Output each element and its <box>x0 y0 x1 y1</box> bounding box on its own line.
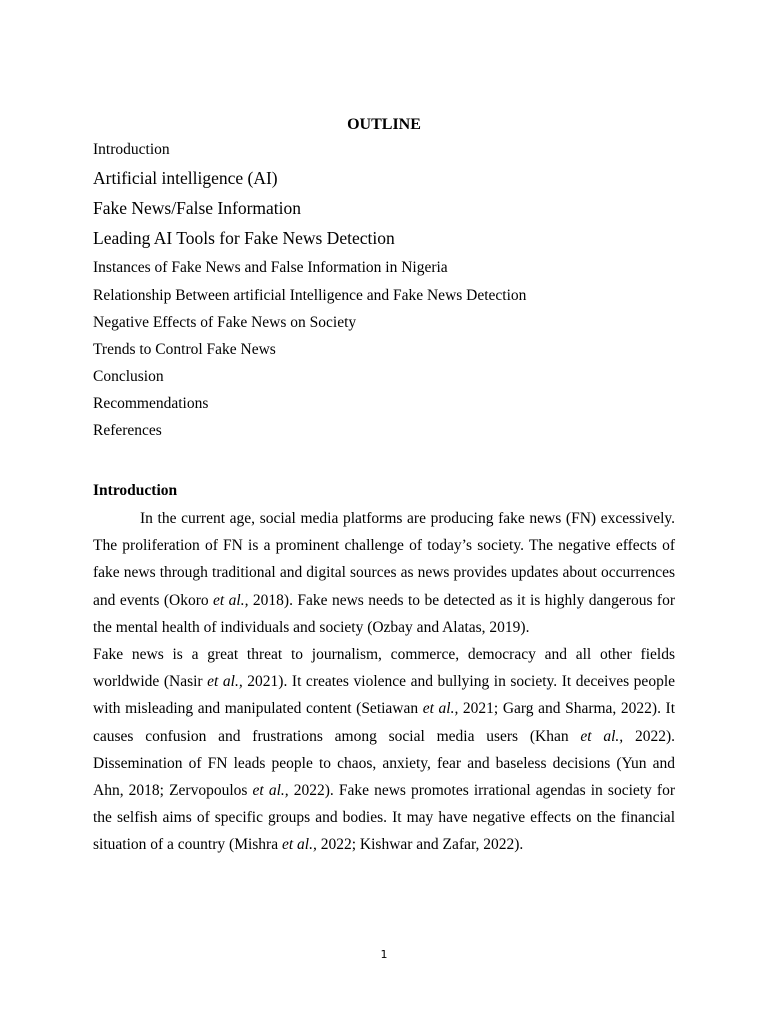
paragraph-text: Fake news is a great threat to journalism, commerce, democracy and all other fields worldwide (Nasir <box>93 646 675 691</box>
outline-item: Artificial intelligence (AI) <box>93 168 278 188</box>
outline-item: Relationship Between artificial Intelligence and Fake News Detection <box>93 287 527 304</box>
page-number: 1 <box>380 948 388 961</box>
citation-etal: et al., <box>281 836 317 854</box>
citation-etal: et al., <box>213 591 249 609</box>
outline-item: Recommendations <box>93 395 209 412</box>
outline-item: Conclusion <box>93 368 164 385</box>
introduction-body <box>93 505 675 859</box>
outline-item: Trends to Control Fake News <box>93 341 276 358</box>
paragraph-text: 2022; Kishwar and Zafar, 2022). <box>316 836 524 854</box>
paragraph-text: In the current age, social media platforms are producing fake news (FN) excessively. The proliferation of FN is a prominent challenge of today’s society. The negative effects of fake news through traditional and digital sources as news provides updates about occurrences and events (Okoro <box>93 510 675 609</box>
outline-item: Negative Effects of Fake News on Society <box>93 314 357 331</box>
citation-etal: et al., <box>252 782 289 800</box>
paragraph-text: 2021; Garg and Sharma, 2022). It causes confusion and frustrations among social media users (Khan <box>93 700 676 745</box>
outline-item: Instances of Fake News and False Information in Nigeria <box>93 259 448 276</box>
outline-title: OUTLINE <box>347 116 421 133</box>
body-paragraph <box>93 505 675 641</box>
paragraph-text: 2021). It creates violence and bullying in society. It deceives people with misleading and manipulated content (Setiawan <box>93 673 676 718</box>
paragraph-text: 2022). Dissemination of FN leads people to chaos, anxiety, fear and baseless decisions (Yun and Ahn, 2018; Zervopoulos <box>93 727 675 800</box>
citation-etal: et al., <box>580 727 624 745</box>
citation-etal: et al., <box>207 673 243 691</box>
paragraph-text: 2022). Fake news promotes irrational agendas in society for the selfish aims of specific groups and bodies. It may have negative effects on the financial situation of a country (Mishra <box>93 782 675 854</box>
outline-item: Leading AI Tools for Fake News Detection <box>93 228 395 248</box>
introduction-heading: Introduction <box>93 482 178 499</box>
body-paragraph <box>93 641 675 859</box>
outline-item: Fake News/False Information <box>93 198 302 218</box>
citation-etal: et al., <box>422 700 459 718</box>
paragraph-text: 2018). Fake news needs to be detected as it is highly dangerous for the mental health of individuals and society (Ozbay and Alatas, 2019). <box>93 591 675 636</box>
outline-item: References <box>93 422 162 439</box>
outline-item: Introduction <box>93 141 170 158</box>
